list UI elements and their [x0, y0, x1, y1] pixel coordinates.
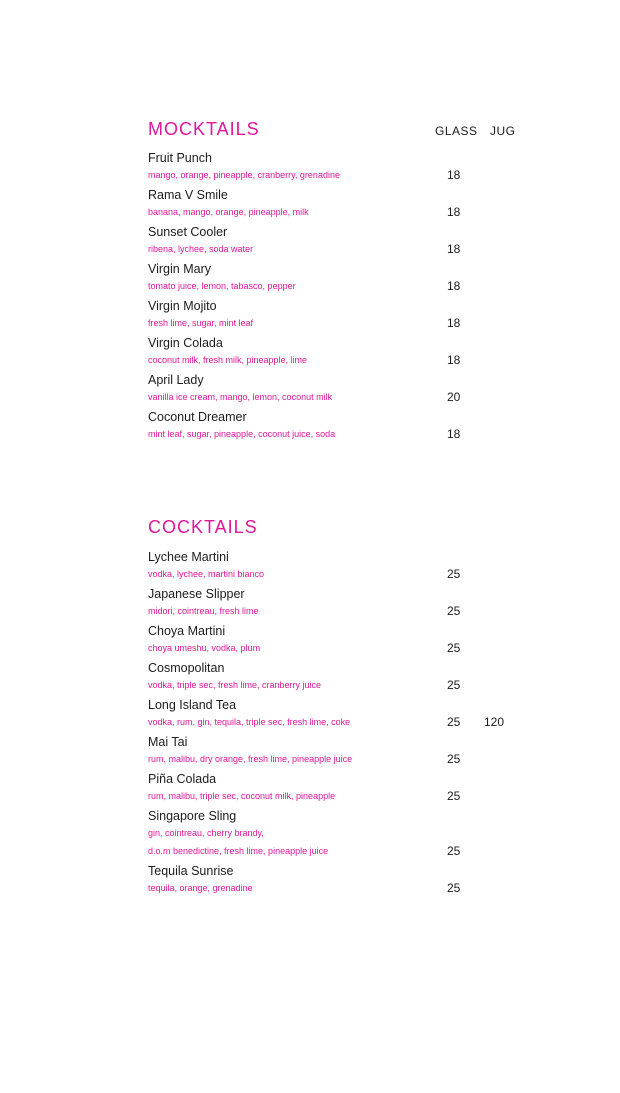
- item-ingredients: mango, orange, pineapple, cranberry, grenadine: [148, 170, 340, 180]
- item-ingredients: ribena, lychee, soda water: [148, 244, 254, 254]
- mocktails-list: [148, 151, 548, 447]
- jug-column-header: JUG: [490, 124, 516, 138]
- menu-item: [148, 550, 548, 580]
- item-name: Long Island Tea: [148, 698, 237, 712]
- item-ingredients: vanilla ice cream, mango, lemon, coconut milk: [148, 392, 333, 402]
- menu-item: [148, 864, 548, 894]
- menu-item: [148, 188, 548, 218]
- item-name: Choya Martini: [148, 624, 226, 638]
- ingredients-line: [148, 392, 548, 403]
- menu-item: [148, 336, 548, 366]
- glass-price: 25: [447, 844, 461, 858]
- menu-item: [148, 225, 548, 255]
- item-ingredients: mint leaf, sugar, pineapple, coconut juice, soda: [148, 429, 336, 439]
- item-ingredients: rum, malibu, triple sec, coconut milk, pineapple: [148, 791, 336, 801]
- glass-price: 25: [447, 715, 461, 729]
- ingredients-line: [148, 717, 548, 728]
- glass-price: 18: [447, 353, 461, 367]
- ingredients-line: [148, 207, 548, 218]
- item-ingredients: tequila, orange, grenadine: [148, 883, 253, 893]
- cocktails-title: COCKTAILS: [148, 517, 258, 537]
- menu-item: [148, 624, 548, 654]
- ingredients-line: [148, 754, 548, 765]
- item-ingredients: d.o.m benedictine, fresh lime, pineapple juice: [148, 846, 329, 856]
- menu-item: [148, 587, 548, 617]
- menu-item: [148, 151, 548, 181]
- item-name: Rama V Smile: [148, 188, 228, 202]
- glass-price: 18: [447, 279, 461, 293]
- ingredients-line: [148, 355, 548, 366]
- menu-item: [148, 698, 548, 728]
- item-name: Coconut Dreamer: [148, 410, 247, 424]
- ingredients-line: [148, 791, 548, 802]
- ingredients-line: [148, 244, 548, 255]
- item-ingredients: fresh lime, sugar, mint leaf: [148, 318, 254, 328]
- item-name: Virgin Mojito: [148, 299, 217, 313]
- menu-item: [148, 299, 548, 329]
- item-name: Japanese Slipper: [148, 587, 245, 601]
- glass-price: 18: [447, 168, 461, 182]
- ingredients-line: [148, 828, 548, 839]
- item-ingredients: banana, mango, orange, pineapple, milk: [148, 207, 309, 217]
- glass-price: 18: [447, 205, 461, 219]
- menu-item: [148, 772, 548, 802]
- mocktails-header: [148, 119, 548, 143]
- ingredients-line: [148, 846, 548, 857]
- ingredients-line: [148, 643, 548, 654]
- item-name: Lychee Martini: [148, 550, 229, 564]
- glass-price: 25: [447, 789, 461, 803]
- ingredients-line: [148, 170, 548, 181]
- ingredients-line: [148, 569, 548, 580]
- item-name: Virgin Colada: [148, 336, 223, 350]
- item-ingredients: vodka, lychee, martini bianco: [148, 569, 265, 579]
- menu-item: [148, 809, 548, 857]
- cocktails-list: [148, 550, 548, 901]
- item-ingredients: rum, malibu, dry orange, fresh lime, pineapple juice: [148, 754, 353, 764]
- glass-price: 25: [447, 752, 461, 766]
- glass-column-header: GLASS: [435, 124, 478, 138]
- ingredients-line: [148, 429, 548, 440]
- item-ingredients: vodka, rum, gin, tequila, triple sec, fresh lime, coke: [148, 717, 351, 727]
- menu-item: [148, 373, 548, 403]
- menu-item: [148, 661, 548, 691]
- item-name: Piña Colada: [148, 772, 217, 786]
- item-name: Cosmopolitan: [148, 661, 225, 675]
- item-ingredients: gin, cointreau, cherry brandy,: [148, 828, 264, 838]
- ingredients-line: [148, 318, 548, 329]
- glass-price: 18: [447, 316, 461, 330]
- item-ingredients: coconut milk, fresh milk, pineapple, lime: [148, 355, 308, 365]
- cocktails-header: [148, 517, 548, 541]
- item-name: Mai Tai: [148, 735, 188, 749]
- ingredients-line: [148, 606, 548, 617]
- item-ingredients: tomato juice, lemon, tabasco, pepper: [148, 281, 296, 291]
- mocktails-title: MOCKTAILS: [148, 119, 260, 139]
- item-ingredients: vodka, triple sec, fresh lime, cranberry juice: [148, 680, 322, 690]
- item-name: Sunset Cooler: [148, 225, 228, 239]
- glass-price: 18: [447, 242, 461, 256]
- glass-price: 25: [447, 567, 461, 581]
- item-name: Singapore Sling: [148, 809, 237, 823]
- glass-price: 25: [447, 678, 461, 692]
- glass-price: 20: [447, 390, 461, 404]
- ingredients-line: [148, 680, 548, 691]
- glass-price: 25: [447, 881, 461, 895]
- menu-item: [148, 735, 548, 765]
- item-name: April Lady: [148, 373, 204, 387]
- item-name: Tequila Sunrise: [148, 864, 234, 878]
- item-name: Virgin Mary: [148, 262, 211, 276]
- glass-price: 18: [447, 427, 461, 441]
- glass-price: 25: [447, 641, 461, 655]
- glass-price: 25: [447, 604, 461, 618]
- item-ingredients: midori, cointreau, fresh lime: [148, 606, 259, 616]
- jug-price: 120: [484, 715, 505, 729]
- ingredients-line: [148, 883, 548, 894]
- item-name: Fruit Punch: [148, 151, 212, 165]
- item-ingredients: choya umeshu, vodka, plum: [148, 643, 261, 653]
- menu-item: [148, 262, 548, 292]
- ingredients-line: [148, 281, 548, 292]
- menu-item: [148, 410, 548, 440]
